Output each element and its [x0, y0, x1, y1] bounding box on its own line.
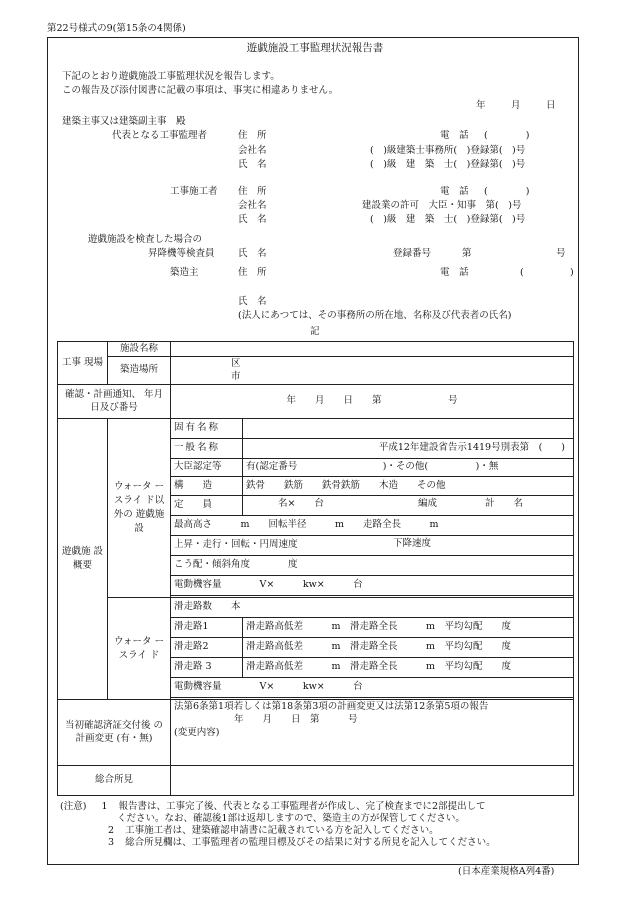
- build-place-field[interactable]: [171, 357, 574, 385]
- owner-address-label: 住 所: [238, 267, 267, 278]
- water-motor-capacity-row[interactable]: 電動機容量 V× kw× 台: [171, 678, 574, 698]
- build-place-label: 築造場所: [108, 357, 171, 385]
- plan-change-line-3: (変更内容): [174, 726, 220, 738]
- owner-name-label: 氏 名: [238, 296, 267, 307]
- note-2-number: 2: [108, 824, 115, 836]
- contractor-address-label: 住 所: [238, 186, 267, 197]
- notes-section: [60, 801, 580, 849]
- supervisor-company-label: 会社名: [238, 145, 267, 156]
- supervisor-address-label: 住 所: [238, 130, 267, 141]
- minister-cert-label: 大臣認定等: [171, 459, 243, 477]
- speed-label: 上昇・走行・回転・円周速度: [174, 539, 298, 551]
- contractor-phone-label: 電 話: [440, 186, 469, 197]
- facility-name-field[interactable]: [171, 342, 574, 357]
- note-3: [60, 837, 580, 849]
- supervisor-name-label: 氏 名: [238, 159, 267, 170]
- contractor-phone-parens: ( ): [484, 186, 530, 197]
- shi-label: 市: [231, 370, 241, 382]
- inspector-registration-go: 号: [556, 248, 566, 259]
- date-day: 日: [546, 100, 556, 111]
- formation-total: 計 名: [485, 498, 524, 509]
- note-1-line-b: ください。なお、確認後1部は返却しますので、築造主の方が保管してください。: [117, 812, 465, 824]
- intro-line-2: この報告及び添付図書に記載の事項は、事実に相違ありません。: [62, 85, 339, 96]
- slide-3-detail[interactable]: 滑走路高低差 m 滑走路全長 m 平均勾配 度: [243, 658, 574, 678]
- non-water-facility-label: ウォータ ースライ ド以外の 遊戯施設: [108, 419, 171, 598]
- slope-row[interactable]: こう配・傾斜角度 度: [171, 556, 574, 576]
- slide-3-label: 滑走路 3: [171, 658, 243, 678]
- plan-change-line-1: 法第6条第1項若しくは第18条第3項の計画変更又は法第12条第5項の報告: [174, 701, 489, 712]
- structure-options[interactable]: 鉄骨 鉄筋 鉄骨鉄筋 木造 その他: [243, 477, 574, 496]
- max-height-row[interactable]: 最高高さ m 回転半径 m 走路全長 m: [171, 516, 574, 536]
- contractor-heading: 工事施工者: [170, 186, 218, 197]
- inspector-heading-1: 遊戯施設を検査した場合の: [88, 234, 203, 245]
- overview-label: 遊戯施 設概要: [58, 419, 108, 700]
- page-title: 遊戯施設工事監理状況報告書: [246, 42, 384, 54]
- contractor-company-label: 会社名: [238, 200, 267, 211]
- contractor-architect-registration: ( )級 建 築 士( )登録第( )号: [370, 214, 526, 225]
- note-1-number: 1: [101, 801, 108, 812]
- form-number: 第22号様式の9(第15条の4関係): [47, 23, 186, 34]
- note-2: [60, 825, 580, 837]
- inspector-registration-label: 登録番号: [393, 248, 432, 259]
- capacity-label: 定 員: [171, 496, 243, 516]
- date-year: 年: [476, 100, 486, 111]
- owner-name-note: (法人にあつては、その事務所の所在地、名称及び代表者の氏名): [238, 310, 512, 321]
- construction-site-label: 工事 現場: [58, 342, 108, 385]
- supervisor-heading: 代表となる工事監理者: [112, 130, 208, 141]
- intro-line-1: 下記のとおり遊戯施設工事監理状況を報告します。: [62, 71, 280, 82]
- supervisor-phone-label: 電 話: [440, 130, 469, 141]
- confirm-label: 確認・計画通知、 年月日及び番号: [58, 385, 171, 419]
- supervisor-phone-parens: ( ): [484, 130, 530, 141]
- note-1-line-a: [60, 801, 580, 813]
- slide-2-label: 滑走路2: [171, 638, 243, 658]
- date-month: 月: [511, 100, 521, 111]
- slide-1-label: 滑走路1: [171, 618, 243, 638]
- proper-name-field[interactable]: [243, 419, 574, 439]
- capacity-value: 名× 台: [278, 498, 324, 509]
- contractor-name-label: 氏 名: [238, 214, 267, 225]
- inspector-registration-dai: 第: [462, 248, 472, 259]
- note-1-text-a: 報告書は、工事完了後、代表となる工事監理者が作成し、完了検査までに2部提出して: [118, 801, 486, 812]
- speed-row[interactable]: [171, 536, 574, 556]
- contractor-license: 建設業の許可 大臣・知事 第( )号: [362, 200, 522, 211]
- slide-2-detail[interactable]: 滑走路高低差 m 滑走路全長 m 平均勾配 度: [243, 638, 574, 658]
- inspector-name-label: 氏 名: [238, 248, 267, 259]
- water-slide-label: ウォータ ースライ ド: [108, 598, 171, 700]
- owner-heading: 築造主: [170, 267, 199, 278]
- note-3-number: 3: [108, 836, 115, 848]
- supervisor-office-registration: ( )級建築士事務所( )登録第( )号: [370, 145, 526, 156]
- overall-findings-field[interactable]: [171, 766, 574, 796]
- general-name-field[interactable]: 平成12年建設省告示1419号別表第 ( ): [243, 439, 574, 459]
- notes-heading: (注意): [60, 801, 87, 812]
- jis-standard: (日本産業規格A列4番): [458, 866, 555, 877]
- ku-label: 区: [231, 358, 241, 370]
- owner-phone-open: (: [520, 267, 524, 278]
- formation-label: 編成: [418, 498, 438, 509]
- motor-capacity-row[interactable]: 電動機容量 V× kw× 台: [171, 576, 574, 596]
- supervisor-architect-registration: ( )級 建 築 士( )登録第( )号: [370, 159, 526, 170]
- confirm-field[interactable]: 年 月 日 第 号: [171, 385, 574, 419]
- capacity-field[interactable]: [243, 496, 574, 516]
- inspector-heading-2: 昇降機等検査員: [148, 248, 215, 259]
- note-2-text: 工事施工者は、建築確認申請書に記載されている方を記入してください。: [125, 824, 439, 836]
- facility-name-label: 施設名称: [108, 342, 171, 357]
- plan-change-label: 当初確認済証交付後 の計画変更 (有・無): [58, 700, 171, 766]
- descent-speed-label: 下降速度: [393, 538, 432, 549]
- addressee: 建築主事又は建築副主事 殿: [62, 116, 186, 127]
- proper-name-label: 固有名称: [171, 419, 243, 439]
- plan-change-field[interactable]: [171, 700, 574, 766]
- overall-findings-label: 総合所見: [58, 766, 171, 796]
- minister-cert-field[interactable]: 有(認定番号 )・その他( )・無: [243, 459, 574, 477]
- report-table: [57, 341, 574, 796]
- plan-change-line-2: 年 月 日 第 号: [234, 713, 358, 725]
- ki-marker: 記: [310, 326, 320, 337]
- slide-count-row[interactable]: 滑走路数 本: [171, 598, 574, 618]
- general-name-label: 一般名称: [171, 439, 243, 459]
- owner-phone-close: ): [570, 267, 574, 278]
- slide-1-detail[interactable]: 滑走路高低差 m 滑走路全長 m 平均勾配 度: [243, 618, 574, 638]
- note-3-text: 総合所見欄は、工事監理者の監理目標及びその結果に対する所見を記入してください。: [125, 836, 496, 848]
- structure-label: 構 造: [171, 477, 243, 496]
- owner-phone-label: 電 話: [440, 267, 469, 278]
